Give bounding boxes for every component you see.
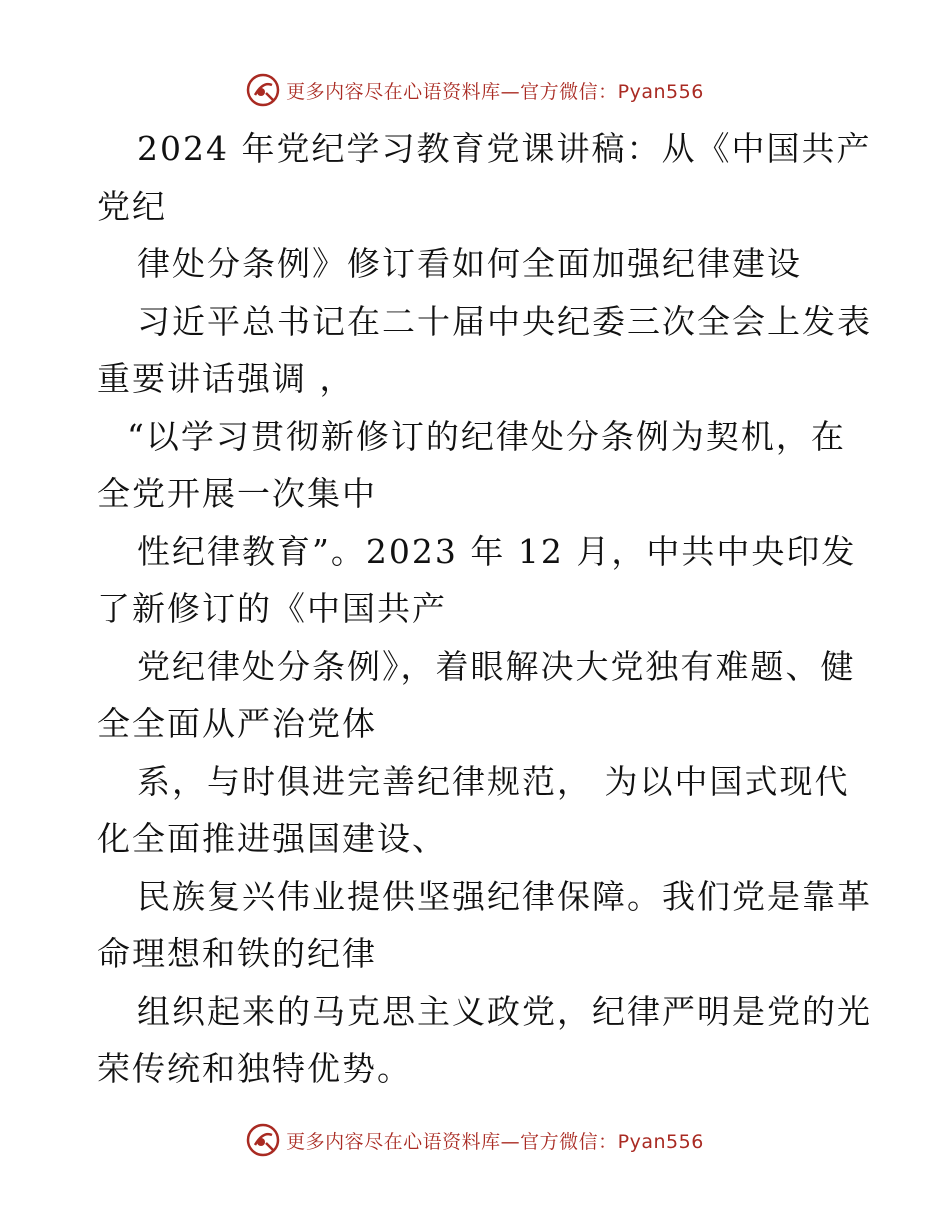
paragraph-line: 党纪律处分条例》，着眼解决大党独有难题、健 — [137, 646, 856, 686]
footer-banner-inner — [246, 1123, 704, 1157]
paragraph-line: “以学习贯彻新修订的纪律处分条例为契机，在 — [127, 416, 846, 456]
paragraph-line: 性纪律教育”。2023 年 12 月，中共中央印发 — [137, 531, 857, 571]
document-body — [97, 120, 872, 1098]
footer-banner — [0, 1120, 950, 1160]
paragraph-line: 系，与时俱进完善纪律规范， 为以中国式现代 — [137, 761, 850, 801]
paragraph-line: 习近平总书记在二十届中央纪委三次全会上发表 — [137, 301, 872, 341]
logo-icon — [246, 1123, 280, 1157]
paragraph-line: 荣传统和独特优势。 — [97, 1049, 412, 1088]
paragraph-line: 全全面从严治党体 — [97, 704, 377, 743]
header-banner — [0, 70, 950, 110]
title-line-3: 律处分条例》修订看如何全面加强纪律建设 — [137, 244, 802, 283]
header-banner-inner — [246, 73, 704, 107]
paragraph-line: 全党开展一次集中 — [97, 474, 377, 513]
paragraph-line: 了新修订的《中国共产 — [97, 589, 447, 628]
title-line-2: 党纪 — [97, 186, 167, 226]
banner-text: 更多内容尽在心语资料库—官方微信：Pyan556 — [286, 80, 704, 103]
paragraph-line: 重要讲话强调 ， — [97, 359, 355, 398]
paragraph-line: 命理想和铁的纪律 — [97, 934, 377, 973]
banner-text: 更多内容尽在心语资料库—官方微信：Pyan556 — [286, 1130, 704, 1153]
paragraph-line: 化全面推进强国建设、 — [97, 819, 447, 858]
paragraph-line: 组织起来的马克思主义政党，纪律严明是党的光 — [137, 991, 872, 1031]
logo-icon — [246, 73, 280, 107]
paragraph-line: 民族复兴伟业提供坚强纪律保障。我们党是靠革 — [137, 876, 872, 916]
title-line-1: 2024 年党纪学习教育党课讲稿：从《中国共产 — [137, 129, 872, 168]
